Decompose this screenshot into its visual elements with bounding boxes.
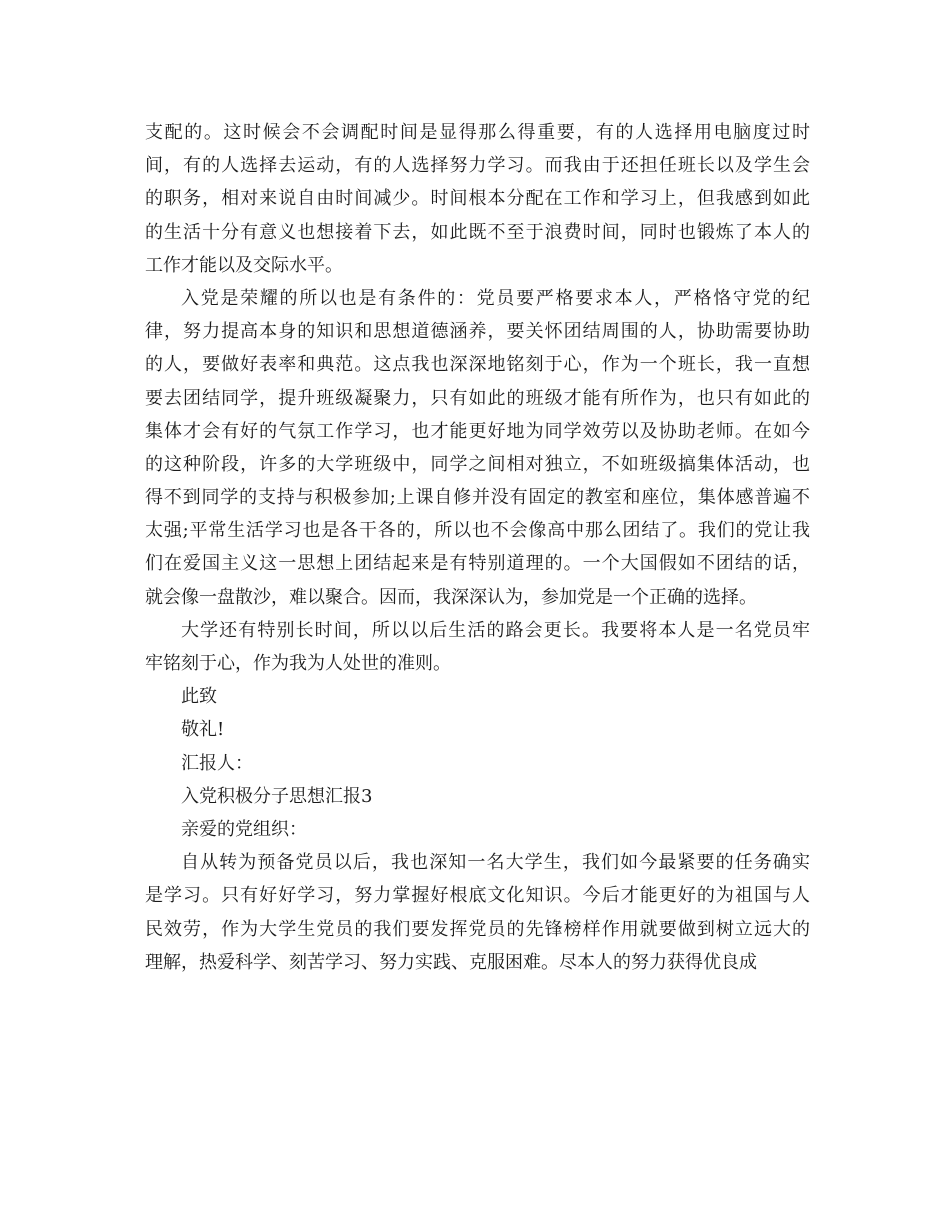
text-line: 大学还有特别长时间，所以以后生活的路会更长。我要将本人是一名党员牢 <box>181 619 810 641</box>
text-line: 是学习。只有好好学习，努力掌握好根底文化知识。今后才能更好的为祖国与人 <box>145 885 810 907</box>
text-line: 集体才会有好的气氛工作学习，也才能更好地为同学效劳以及协助老师。在如今 <box>145 420 810 442</box>
text-line: 敬礼! <box>181 719 225 741</box>
text-line: 的这种阶段，许多的大学班级中，同学之间相对独立，不如班级搞集体活动，也 <box>145 453 810 475</box>
text-line: 要去团结同学，提升班级凝聚力，只有如此的班级才能有所作为，也只有如此的 <box>145 387 810 409</box>
text-line: 律，努力提高本身的知识和思想道德涵养，要关怀团结周围的人，协助需要协助 <box>145 321 810 343</box>
text-line: 太强;平常生活学习也是各干各的，所以也不会像高中那么团结了。我们的党让我 <box>145 520 810 542</box>
text-line: 工作才能以及交际水平。 <box>145 254 343 276</box>
text-line: 理解，热爱科学、刻苦学习、努力实践、克服困难。尽本人的努力获得优良成 <box>145 951 757 973</box>
document-body <box>145 116 810 979</box>
text-line: 得不到同学的支持与积极参加;上课自修并没有固定的教室和座位，集体感普遍不 <box>145 487 810 509</box>
text-line: 间，有的人选择去运动，有的人选择努力学习。而我由于还担任班长以及学生会 <box>145 155 810 177</box>
text-line: 就会像一盘散沙，难以聚合。因而，我深深认为，参加党是一个正确的选择。 <box>145 586 757 608</box>
text-line: 的人，要做好表率和典范。这点我也深深地铭刻于心，作为一个班长，我一直想 <box>145 354 810 376</box>
text-line: 的生活十分有意义也想接着下去，如此既不至于浪费时间，同时也锻炼了本人的 <box>145 221 810 243</box>
text-line: 牢铭刻于心，作为我为人处世的准则。 <box>145 653 451 674</box>
text-line: 此致 <box>181 686 217 708</box>
text-line: 的职务，相对来说自由时间减少。时间根本分配在工作和学习上，但我感到如此 <box>145 188 810 210</box>
text-line: 入党积极分子思想汇报3 <box>181 785 373 807</box>
text-line: 们在爱国主义这一思想上团结起来是有特别道理的。一个大国假如不团结的话， <box>145 553 810 575</box>
text-line: 亲爱的党组织： <box>181 818 307 840</box>
text-line: 汇报人： <box>181 752 253 774</box>
text-line: 支配的。这时候会不会调配时间是显得那么得重要，有的人选择用电脑度过时 <box>145 122 810 143</box>
text-line: 民效劳，作为大学生党员的我们要发挥党员的先锋榜样作用就要做到树立远大的 <box>145 918 810 940</box>
text-line: 自从转为预备党员以后，我也深知一名大学生，我们如今最紧要的任务确实 <box>181 852 810 874</box>
text-line: 入党是荣耀的所以也是有条件的：党员要严格要求本人，严格恪守党的纪 <box>181 287 810 309</box>
